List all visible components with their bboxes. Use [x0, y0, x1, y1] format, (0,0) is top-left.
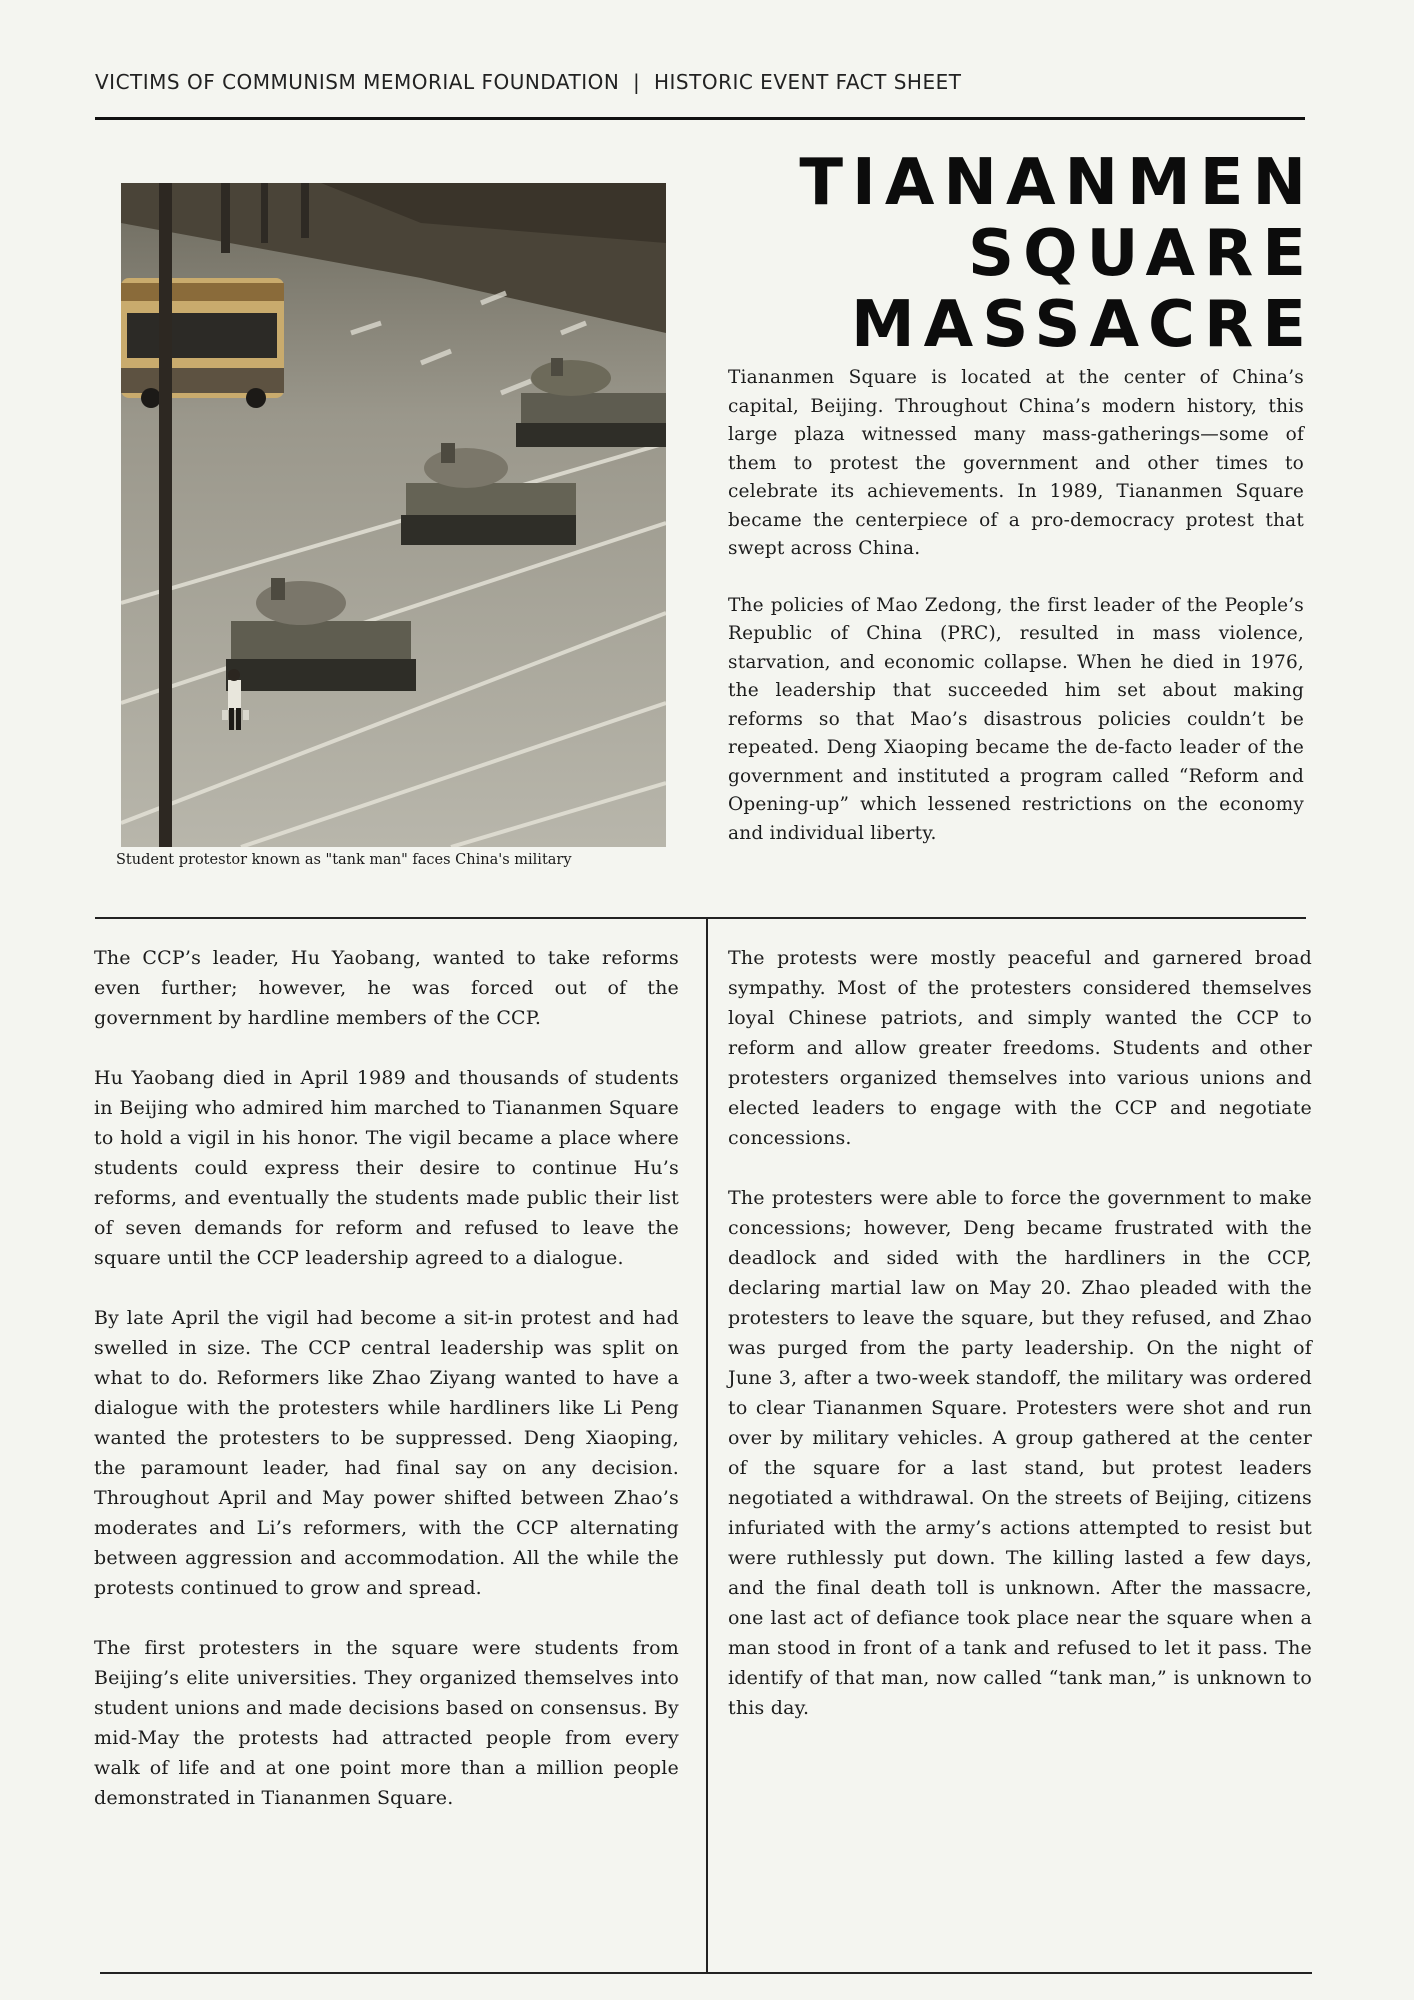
tank-man-photo: [121, 183, 666, 847]
section-divider: [95, 917, 1306, 919]
body-paragraph: The protesters were able to force the government to make concessions; however, Deng became frustrated with the deadlock and sided with the hardliners in the CCP, declaring martial law on May 20. Zhao pleaded with the protesters to leave the square, but they refused, and Zhao was purged from the party leadership. On the night of June 3, after a two-week standoff, the military was ordered to clear Tiananmen Square. Protesters were shot and run over by military vehicles. A group gathered at the center of the square for a last stand, but protest leaders negotiated a withdrawal. On the streets of Beijing, citizens infuriated with the army’s actions attempted to resist but were ruthlessly put down. The killing lasted a few days, and the final death toll is unknown. After the massacre, one last act of defiance took place near the square when a man stood in front of a tank and refused to let it pass. The identify of that man, now called “tank man,” is unknown to this day.: [728, 1187, 1312, 1719]
photo-caption: Student protestor known as "tank man" faces China's military: [116, 852, 572, 868]
body-paragraph: The CCP’s leader, Hu Yaobang, wanted to take reforms even further; however, he was forced out of the government by hardline members of the CCP.: [94, 947, 679, 1029]
intro-column: [728, 364, 1304, 876]
intro-paragraph: The policies of Mao Zedong, the first leader of the People’s Republic of China (PRC), resulted in mass violence, starvation, and economic collapse. When he died in 1976, the leadership that succeeded him set about making reforms so that Mao’s disastrous policies couldn’t be repeated. Deng Xiaoping became the de-facto leader of the government and instituted a program called “Reform and Opening-up” which lessened restrictions on the economy and individual liberty.: [728, 594, 1304, 844]
header-divider: [95, 117, 1305, 120]
body-paragraph: The protests were mostly peaceful and garnered broad sympathy. Most of the protesters considered themselves loyal Chinese patriots, and simply wanted the CCP to reform and allow greater freedoms. Students and other protesters organized themselves into various unions and elected leaders to engage with the CCP and negotiate concessions.: [728, 947, 1312, 1149]
left-column: [94, 943, 679, 1843]
header-title: VICTIMS OF COMMUNISM MEMORIAL FOUNDATION | HISTORIC EVENT FACT SHEET: [95, 70, 962, 94]
bus-shape: [121, 278, 284, 408]
page-title: [746, 146, 1315, 362]
body-paragraph: By late April the vigil had become a sit-in protest and had swelled in size. The CCP central leadership was split on what to do. Reformers like Zhao Ziyang wanted to have a dialogue with the protesters while hardliners like Li Peng wanted the protesters to be suppressed. Deng Xiaoping, the paramount leader, had final say on any decision. Throughout April and May power shifted between Zhao’s moderates and Li’s reformers, with the CCP alternating between aggression and accommodation. All the while the protests continued to grow and spread.: [94, 1307, 679, 1599]
body-paragraph: The first protesters in the square were students from Beijing’s elite universities. They organized themselves into student unions and made decisions based on consensus. By mid-May the protests had attracted people from every walk of life and at one point more than a million people demonstrated in Tiananmen Square.: [94, 1637, 679, 1809]
column-divider: [706, 917, 708, 1974]
body-paragraph: Hu Yaobang died in April 1989 and thousands of students in Beijing who admired him marched to Tiananmen Square to hold a vigil in his honor. The vigil became a place where students could express their desire to continue Hu’s reforms, and eventually the students made public their list of seven demands for reform and refused to leave the square until the CCP leadership agreed to a dialogue.: [94, 1067, 679, 1269]
right-column: [728, 943, 1312, 1753]
intro-paragraph: Tiananmen Square is located at the center of China’s capital, Beijing. Throughout China’s modern history, this large plaza witnessed many mass-gatherings—some of them to protest the government and other times to celebrate its achievements. In 1989, Tiananmen Square became the centerpiece of a pro-democracy protest that swept across China.: [728, 367, 1304, 559]
footer-divider: [100, 1972, 1312, 1974]
title-line-1: TIANANMEN: [799, 146, 1315, 220]
title-line-2: SQUARE: [967, 217, 1315, 291]
title-line-3: MASSACRE: [850, 288, 1315, 362]
